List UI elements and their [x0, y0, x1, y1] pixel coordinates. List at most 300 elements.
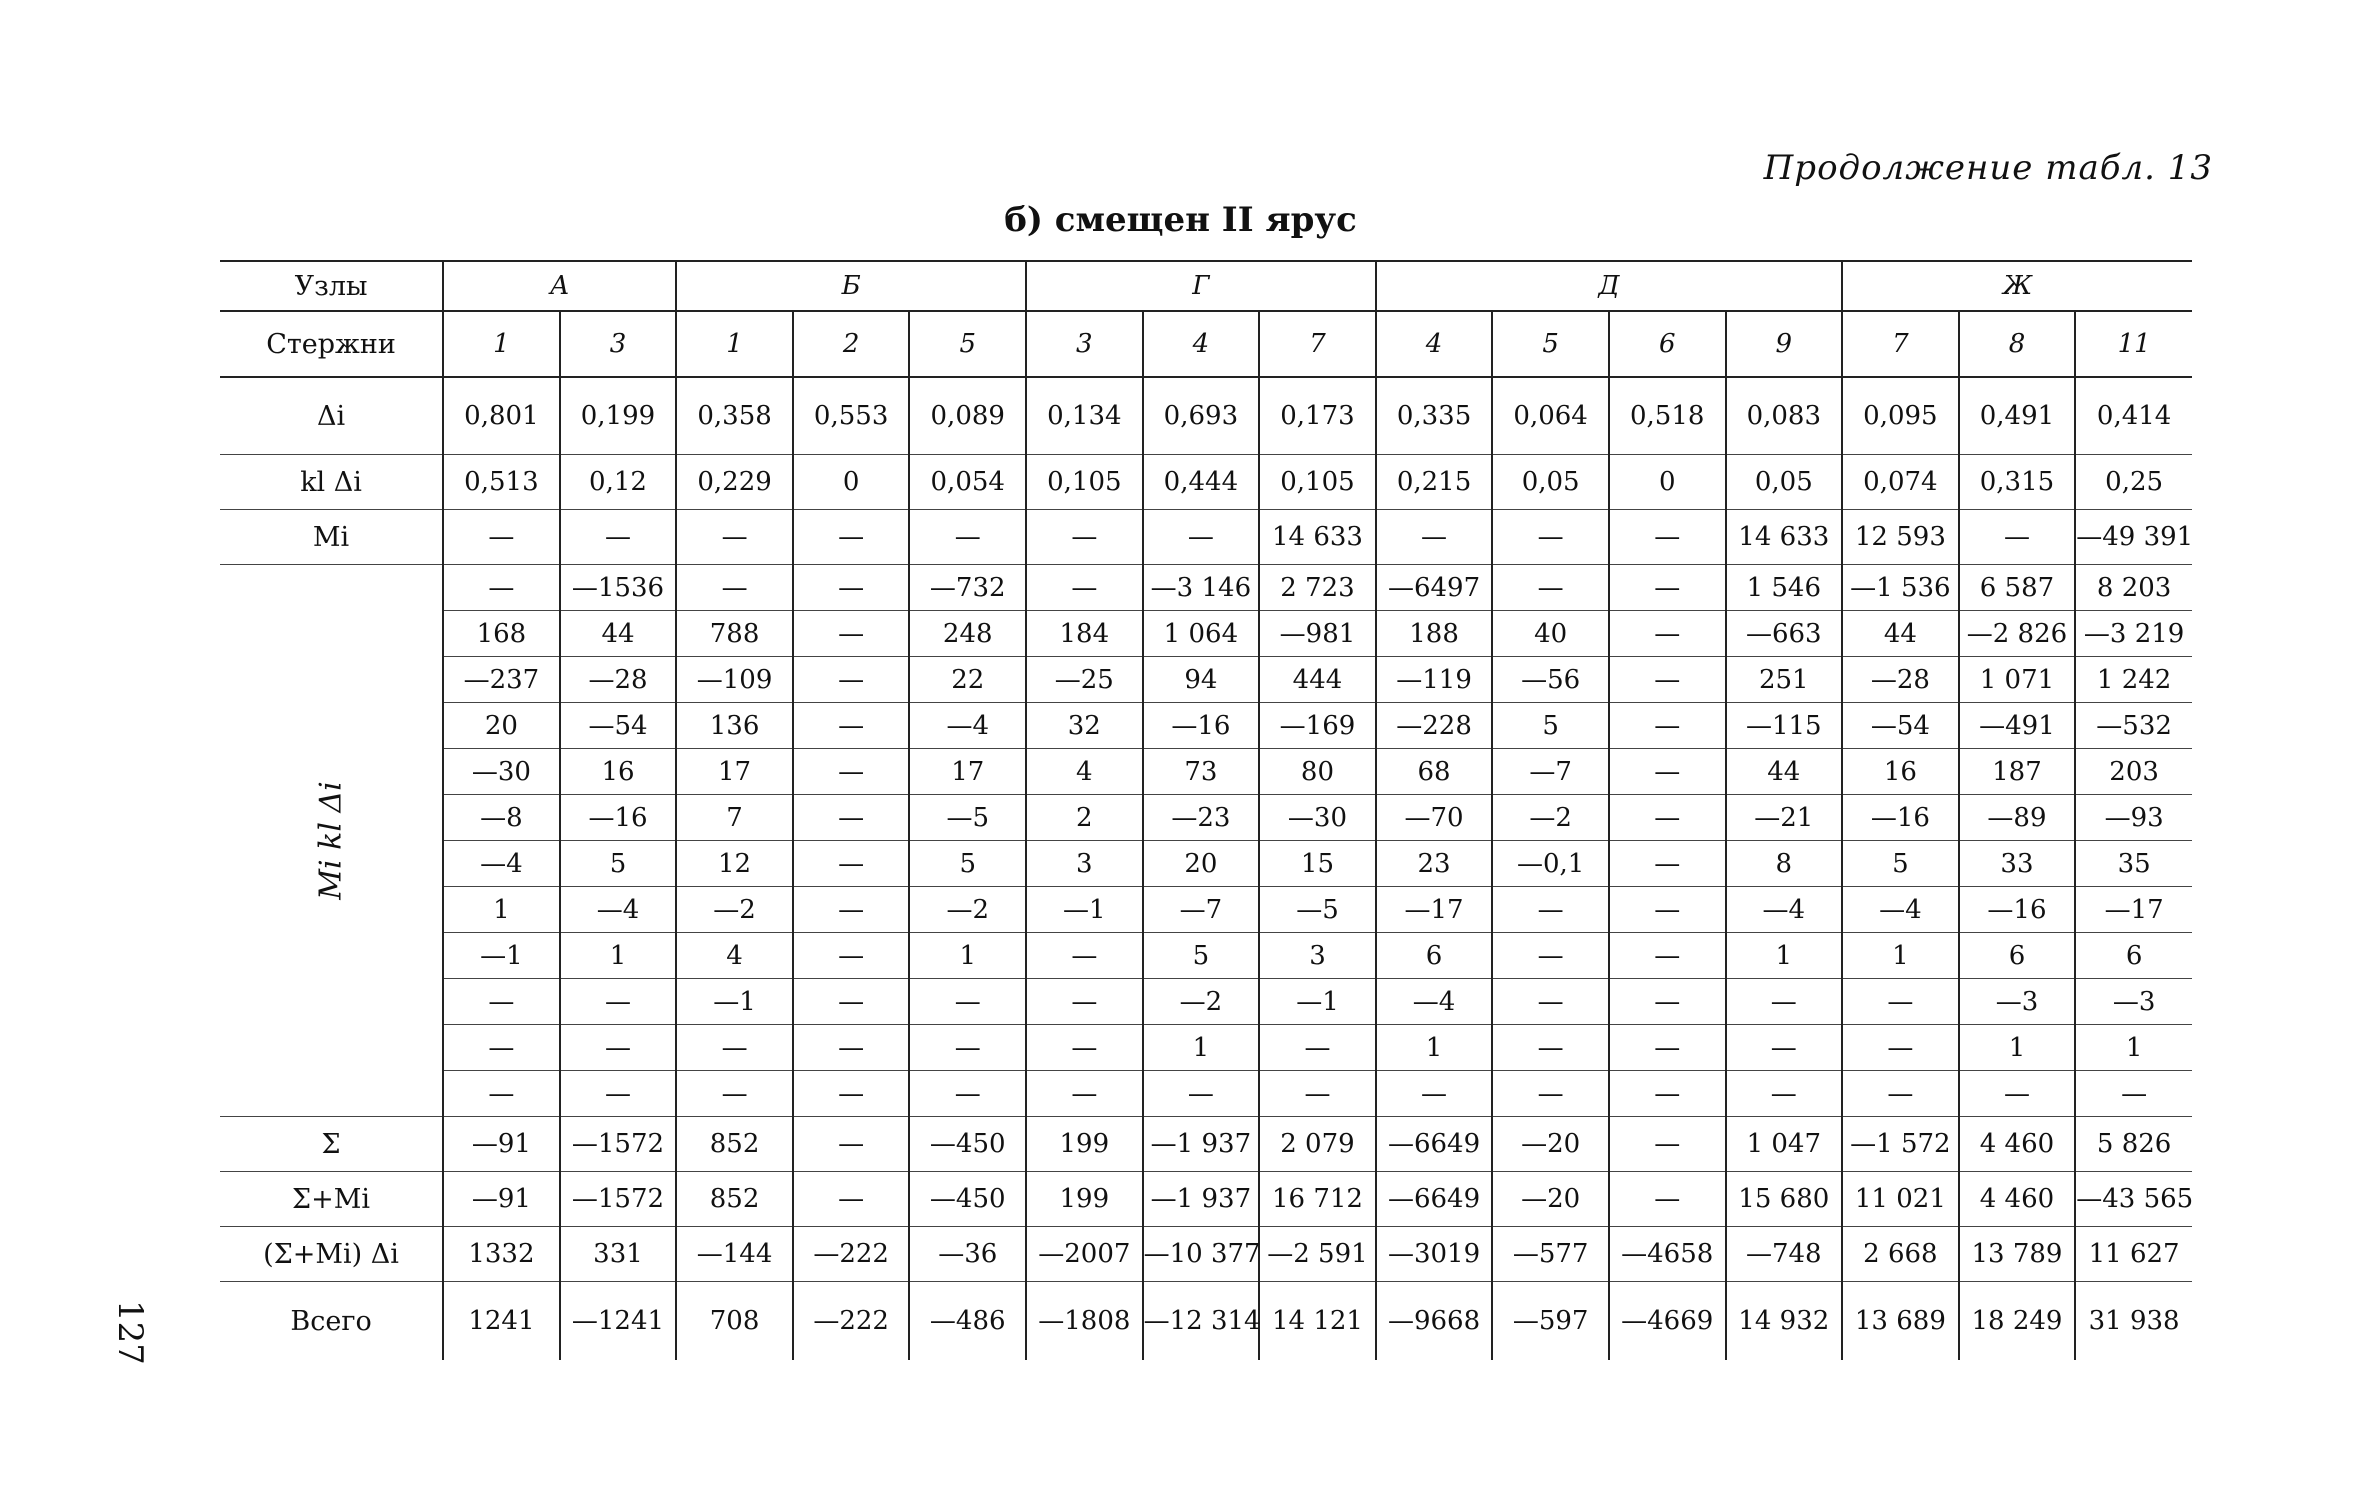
nodes-label: Узлы: [220, 261, 443, 311]
mkd-cell: 251: [1726, 657, 1843, 703]
mkd-cell: —663: [1726, 611, 1843, 657]
total-row-cell: 14 121: [1259, 1282, 1376, 1361]
m-row-cell: —: [1026, 510, 1143, 565]
total-row-cell: —222: [793, 1282, 910, 1361]
k-delta-row-cell: 0,105: [1259, 455, 1376, 510]
mkd-cell: —: [2075, 1071, 2192, 1117]
delta-row-cell: 0,064: [1492, 377, 1609, 455]
mkd-cell: —732: [909, 565, 1026, 611]
mkd-cell: —: [793, 657, 910, 703]
mkd-cell: 4: [1026, 749, 1143, 795]
mkd-cell: —: [1609, 933, 1726, 979]
delta-row-cell: 0,083: [1726, 377, 1843, 455]
total-row-cell: —1808: [1026, 1282, 1143, 1361]
mkd-cell: 32: [1026, 703, 1143, 749]
delta-row-cell: 0,801: [443, 377, 560, 455]
mkd-cell: —28: [560, 657, 677, 703]
sigma-m-delta-row-cell: —144: [676, 1227, 793, 1282]
mkd-row: [220, 749, 2192, 795]
mkd-cell: —3: [1959, 979, 2076, 1025]
mkd-cell: —16: [1143, 703, 1260, 749]
m-row-cell: —: [1492, 510, 1609, 565]
mkd-cell: —1: [1259, 979, 1376, 1025]
delta-row-cell: 0,134: [1026, 377, 1143, 455]
mkd-cell: —1: [676, 979, 793, 1025]
mkd-cell: —1: [1026, 887, 1143, 933]
mkd-cell: 4: [676, 933, 793, 979]
mkd-cell: —4: [1842, 887, 1959, 933]
sigma-row-cell: —1572: [560, 1117, 677, 1172]
mkd-cell: 5: [1492, 703, 1609, 749]
mkd-cell: —: [1492, 565, 1609, 611]
mkd-cell: —4: [1726, 887, 1843, 933]
mkd-cell: —: [676, 565, 793, 611]
mkd-cell: —30: [443, 749, 560, 795]
page-number: 127: [110, 1300, 150, 1365]
mkd-cell: 17: [676, 749, 793, 795]
mkd-cell: 1: [1726, 933, 1843, 979]
mkd-cell: 248: [909, 611, 1026, 657]
delta-row-cell: 0,358: [676, 377, 793, 455]
mkd-cell: —2: [909, 887, 1026, 933]
mkd-cell: 1: [1376, 1025, 1493, 1071]
mkd-cell: 23: [1376, 841, 1493, 887]
k-delta-row-cell: 0,315: [1959, 455, 2076, 510]
mkd-cell: —28: [1842, 657, 1959, 703]
mkd-cell: 788: [676, 611, 793, 657]
total-row-cell: 14 932: [1726, 1282, 1843, 1361]
mkd-cell: —17: [1376, 887, 1493, 933]
delta-row-cell: 0,173: [1259, 377, 1376, 455]
total-row-cell: —597: [1492, 1282, 1609, 1361]
mkd-cell: 44: [560, 611, 677, 657]
mkd-cell: —3 146: [1143, 565, 1260, 611]
mkd-cell: —25: [1026, 657, 1143, 703]
mkd-cell: —: [1026, 1025, 1143, 1071]
mkd-cell: —: [1259, 1025, 1376, 1071]
mkd-cell: —: [443, 565, 560, 611]
mkd-row: [220, 1071, 2192, 1117]
mkd-cell: 444: [1259, 657, 1376, 703]
node-header: Б: [676, 261, 1026, 311]
k-delta-row: [220, 455, 2192, 510]
mkd-cell: —93: [2075, 795, 2192, 841]
sigma-row-cell: —450: [909, 1117, 1026, 1172]
total-row-cell: —4669: [1609, 1282, 1726, 1361]
mkd-row: [220, 887, 2192, 933]
mkd-cell: 6: [1376, 933, 1493, 979]
mkd-cell: —21: [1726, 795, 1843, 841]
m-row-cell: 12 593: [1842, 510, 1959, 565]
mkd-cell: —70: [1376, 795, 1493, 841]
rods-label: Стержни: [220, 311, 443, 377]
mkd-cell: —89: [1959, 795, 2076, 841]
mkd-cell: 6: [1959, 933, 2076, 979]
table-caption: Продолжение табл. 13: [1763, 148, 2213, 188]
mkd-cell: 2: [1026, 795, 1143, 841]
total-row-cell: —9668: [1376, 1282, 1493, 1361]
mkd-cell: —: [560, 979, 677, 1025]
mkd-cell: 1 242: [2075, 657, 2192, 703]
mkd-cell: —: [793, 611, 910, 657]
mkd-cell: —: [1026, 979, 1143, 1025]
mkd-cell: 35: [2075, 841, 2192, 887]
sigma-row-cell: 4 460: [1959, 1117, 2076, 1172]
m-row-cell: —: [676, 510, 793, 565]
mkd-cell: —: [793, 841, 910, 887]
mkd-cell: —: [1726, 1071, 1843, 1117]
sigma-m-row-cell: —: [793, 1172, 910, 1227]
mkd-cell: 136: [676, 703, 793, 749]
total-row-cell: —12 314: [1143, 1282, 1260, 1361]
rod-header: 5: [909, 311, 1026, 377]
mkd-cell: 8: [1726, 841, 1843, 887]
sigma-m-row-cell: 852: [676, 1172, 793, 1227]
mkd-cell: —: [1492, 933, 1609, 979]
total-row-cell: 31 938: [2075, 1282, 2192, 1361]
mkd-cell: —: [909, 979, 1026, 1025]
mkd-cell: —: [1609, 565, 1726, 611]
mkd-cell: —2: [1492, 795, 1609, 841]
k-delta-row-cell: 0,05: [1726, 455, 1843, 510]
k-delta-row-cell: 0,074: [1842, 455, 1959, 510]
mkd-cell: —: [1609, 1025, 1726, 1071]
node-header: Д: [1376, 261, 1842, 311]
sigma-row-cell: 199: [1026, 1117, 1143, 1172]
sigma-m-row-label: Σ+Mi: [220, 1172, 443, 1227]
header-nodes-row: [220, 261, 2192, 311]
m-row: [220, 510, 2192, 565]
rod-header: 3: [1026, 311, 1143, 377]
sigma-m-delta-row-cell: —2007: [1026, 1227, 1143, 1282]
mkd-cell: 80: [1259, 749, 1376, 795]
rod-header: 3: [560, 311, 677, 377]
mkd-cell: —: [1492, 887, 1609, 933]
mkd-cell: 7: [676, 795, 793, 841]
mkd-row: [220, 795, 2192, 841]
mkd-cell: —: [1609, 887, 1726, 933]
mkd-cell: —: [1842, 979, 1959, 1025]
mkd-cell: —4: [560, 887, 677, 933]
mkd-cell: 1: [1842, 933, 1959, 979]
mkd-cell: —: [793, 565, 910, 611]
sigma-row-cell: —91: [443, 1117, 560, 1172]
mkd-cell: —: [1726, 1025, 1843, 1071]
mkd-cell: —: [909, 1071, 1026, 1117]
sigma-m-row-cell: —1 937: [1143, 1172, 1260, 1227]
total-row-cell: 13 689: [1842, 1282, 1959, 1361]
mkd-cell: —5: [909, 795, 1026, 841]
node-header: Г: [1026, 261, 1376, 311]
mkd-cell: —115: [1726, 703, 1843, 749]
sigma-m-delta-row: [220, 1227, 2192, 1282]
rod-header: 7: [1259, 311, 1376, 377]
mkd-cell: 168: [443, 611, 560, 657]
sigma-row-label: Σ: [220, 1117, 443, 1172]
sigma-m-row-cell: 15 680: [1726, 1172, 1843, 1227]
sigma-m-delta-row-cell: —2 591: [1259, 1227, 1376, 1282]
sigma-m-row-cell: —: [1609, 1172, 1726, 1227]
delta-row-cell: 0,518: [1609, 377, 1726, 455]
header-rods-row: [220, 311, 2192, 377]
mkd-cell: —4: [1376, 979, 1493, 1025]
delta-row-cell: 0,335: [1376, 377, 1493, 455]
mkd-cell: —: [443, 1071, 560, 1117]
mkd-row: [220, 1025, 2192, 1071]
delta-row-label: Δi: [220, 377, 443, 455]
delta-row-cell: 0,693: [1143, 377, 1260, 455]
mkd-cell: —: [560, 1071, 677, 1117]
sigma-row-cell: —: [793, 1117, 910, 1172]
rod-header: 6: [1609, 311, 1726, 377]
mkd-cell: —: [1609, 657, 1726, 703]
mkd-cell: —8: [443, 795, 560, 841]
mkd-cell: 40: [1492, 611, 1609, 657]
k-delta-row-cell: 0,054: [909, 455, 1026, 510]
sigma-m-row-cell: —91: [443, 1172, 560, 1227]
mkd-cell: —: [1609, 611, 1726, 657]
mkd-cell: —: [1376, 1071, 1493, 1117]
mkd-cell: 5: [560, 841, 677, 887]
mkd-cell: —: [1609, 979, 1726, 1025]
rod-header: 5: [1492, 311, 1609, 377]
mkd-cell: 5: [1143, 933, 1260, 979]
mkd-cell: —237: [443, 657, 560, 703]
sigma-m-delta-row-label: (Σ+Mi) Δi: [220, 1227, 443, 1282]
mkd-cell: —: [1726, 979, 1843, 1025]
rod-header: 2: [793, 311, 910, 377]
mkd-label: [220, 565, 443, 1117]
total-row-label: Всего: [290, 1305, 372, 1337]
mkd-cell: —7: [1492, 749, 1609, 795]
sigma-row: [220, 1117, 2192, 1172]
total-row-cell: —1241: [560, 1282, 677, 1361]
mkd-cell: —491: [1959, 703, 2076, 749]
mkd-cell: —: [793, 703, 910, 749]
rod-header: 1: [443, 311, 560, 377]
mkd-cell: 6: [2075, 933, 2192, 979]
sigma-m-delta-row-cell: —222: [793, 1227, 910, 1282]
mkd-cell: —16: [1959, 887, 2076, 933]
mkd-cell: —: [676, 1071, 793, 1117]
rod-header: 9: [1726, 311, 1843, 377]
mkd-cell: —3: [2075, 979, 2192, 1025]
mkd-cell: —5: [1259, 887, 1376, 933]
rod-header: 8: [1959, 311, 2076, 377]
node-header: А: [443, 261, 676, 311]
sigma-m-delta-row-cell: —10 377: [1143, 1227, 1260, 1282]
k-delta-row-cell: 0,215: [1376, 455, 1493, 510]
m-row-cell: —: [1609, 510, 1726, 565]
moment-distribution-table: [220, 260, 2192, 1360]
rod-header: 11: [2075, 311, 2192, 377]
total-row-cell: 1241: [443, 1282, 560, 1361]
mkd-cell: —16: [560, 795, 677, 841]
mkd-cell: —7: [1143, 887, 1260, 933]
sigma-row-cell: 1 047: [1726, 1117, 1843, 1172]
mkd-cell: 68: [1376, 749, 1493, 795]
sigma-m-row-cell: —20: [1492, 1172, 1609, 1227]
delta-row-cell: 0,089: [909, 377, 1026, 455]
mkd-cell: —1: [443, 933, 560, 979]
rod-header: 4: [1143, 311, 1260, 377]
mkd-cell: —23: [1143, 795, 1260, 841]
mkd-cell: —3 219: [2075, 611, 2192, 657]
mkd-cell: —: [793, 795, 910, 841]
mkd-cell: 20: [1143, 841, 1260, 887]
mkd-cell: —2: [676, 887, 793, 933]
mkd-cell: —: [1609, 703, 1726, 749]
k-delta-row-cell: 0: [1609, 455, 1726, 510]
mkd-cell: 1: [1143, 1025, 1260, 1071]
mkd-cell: —2: [1143, 979, 1260, 1025]
mkd-cell: —: [1609, 749, 1726, 795]
sigma-m-delta-row-cell: 2 668: [1842, 1227, 1959, 1282]
mkd-cell: —532: [2075, 703, 2192, 749]
m-row-cell: —49 391: [2075, 510, 2192, 565]
delta-row-cell: 0,095: [1842, 377, 1959, 455]
mkd-cell: 15: [1259, 841, 1376, 887]
mkd-cell: 3: [1259, 933, 1376, 979]
m-row-cell: —: [560, 510, 677, 565]
sigma-m-delta-row-cell: 11 627: [2075, 1227, 2192, 1282]
mkd-cell: 17: [909, 749, 1026, 795]
k-delta-row-cell: 0,12: [560, 455, 677, 510]
mkd-cell: 1 064: [1143, 611, 1260, 657]
sigma-row-cell: —1 937: [1143, 1117, 1260, 1172]
mkd-cell: —: [1959, 1071, 2076, 1117]
mkd-cell: —: [793, 1025, 910, 1071]
mkd-cell: —2 826: [1959, 611, 2076, 657]
sigma-row-cell: 2 079: [1259, 1117, 1376, 1172]
delta-row-cell: 0,199: [560, 377, 677, 455]
m-row-cell: —: [793, 510, 910, 565]
mkd-cell: —54: [1842, 703, 1959, 749]
mkd-cell: —: [793, 933, 910, 979]
k-delta-row-cell: 0,105: [1026, 455, 1143, 510]
mkd-cell: —1536: [560, 565, 677, 611]
mkd-cell: —: [1026, 1071, 1143, 1117]
mkd-cell: 16: [560, 749, 677, 795]
mkd-cell: 5: [1842, 841, 1959, 887]
m-row-label: Mi: [220, 510, 443, 565]
sigma-row-cell: 852: [676, 1117, 793, 1172]
sigma-row-cell: —6649: [1376, 1117, 1493, 1172]
k-delta-row-cell: 0,513: [443, 455, 560, 510]
mkd-cell: —: [793, 979, 910, 1025]
mkd-cell: —119: [1376, 657, 1493, 703]
sigma-m-delta-row-cell: 331: [560, 1227, 677, 1282]
node-header: Ж: [1842, 261, 2192, 311]
delta-row: [220, 377, 2192, 455]
mkd-row: [220, 703, 2192, 749]
mkd-cell: 1: [560, 933, 677, 979]
mkd-cell: —: [793, 1071, 910, 1117]
sigma-m-row-cell: 11 021: [1842, 1172, 1959, 1227]
mkd-cell: —1 536: [1842, 565, 1959, 611]
m-row-cell: —: [909, 510, 1026, 565]
mkd-cell: —: [793, 887, 910, 933]
mkd-cell: —17: [2075, 887, 2192, 933]
sigma-m-delta-row-cell: 1332: [443, 1227, 560, 1282]
mkd-row: [220, 611, 2192, 657]
mkd-cell: —228: [1376, 703, 1493, 749]
mkd-cell: 12: [676, 841, 793, 887]
mkd-cell: 6 587: [1959, 565, 2076, 611]
mkd-cell: —: [1842, 1025, 1959, 1071]
total-row: [220, 1282, 2192, 1361]
sigma-m-delta-row-cell: —3019: [1376, 1227, 1493, 1282]
mkd-cell: —0,1: [1492, 841, 1609, 887]
sigma-m-delta-row-cell: —4658: [1609, 1227, 1726, 1282]
mkd-cell: —: [1609, 841, 1726, 887]
mkd-cell: 33: [1959, 841, 2076, 887]
k-delta-row-label: kl Δi: [220, 455, 443, 510]
mkd-cell: 188: [1376, 611, 1493, 657]
sigma-m-row-cell: 4 460: [1959, 1172, 2076, 1227]
mkd-cell: 3: [1026, 841, 1143, 887]
m-row-cell: —: [1959, 510, 2076, 565]
m-row-cell: —: [443, 510, 560, 565]
mkd-cell: —: [676, 1025, 793, 1071]
m-row-cell: —: [1376, 510, 1493, 565]
mkd-cell: —: [1259, 1071, 1376, 1117]
sigma-m-delta-row-cell: —36: [909, 1227, 1026, 1282]
mkd-cell: —: [1492, 1071, 1609, 1117]
mkd-cell: —169: [1259, 703, 1376, 749]
sigma-m-row-cell: —6649: [1376, 1172, 1493, 1227]
mkd-cell: 1 071: [1959, 657, 2076, 703]
total-row-cell: —486: [909, 1282, 1026, 1361]
mkd-cell: 22: [909, 657, 1026, 703]
mkd-label-text: Mi kl Δi: [313, 781, 349, 900]
sigma-row-cell: 5 826: [2075, 1117, 2192, 1172]
m-row-cell: 14 633: [1726, 510, 1843, 565]
k-delta-row-cell: 0,25: [2075, 455, 2192, 510]
mkd-cell: 5: [909, 841, 1026, 887]
mkd-cell: —: [1143, 1071, 1260, 1117]
mkd-cell: 203: [2075, 749, 2192, 795]
mkd-cell: —: [443, 979, 560, 1025]
mkd-cell: 44: [1842, 611, 1959, 657]
sigma-m-row-cell: —43 565: [2075, 1172, 2192, 1227]
mkd-row: [220, 933, 2192, 979]
mkd-cell: —30: [1259, 795, 1376, 841]
mkd-cell: —: [1842, 1071, 1959, 1117]
m-row-cell: 14 633: [1259, 510, 1376, 565]
mkd-cell: —16: [1842, 795, 1959, 841]
mkd-cell: —: [909, 1025, 1026, 1071]
delta-row-cell: 0,414: [2075, 377, 2192, 455]
k-delta-row-cell: 0,05: [1492, 455, 1609, 510]
rod-header: 4: [1376, 311, 1493, 377]
mkd-cell: —54: [560, 703, 677, 749]
mkd-cell: —: [1492, 1025, 1609, 1071]
total-row-cell: 708: [676, 1282, 793, 1361]
mkd-cell: 94: [1143, 657, 1260, 703]
k-delta-row-cell: 0,229: [676, 455, 793, 510]
sigma-m-row-cell: 199: [1026, 1172, 1143, 1227]
sigma-row-cell: —: [1609, 1117, 1726, 1172]
mkd-cell: 44: [1726, 749, 1843, 795]
total-row-cell: 18 249: [1959, 1282, 2076, 1361]
mkd-cell: —: [1026, 933, 1143, 979]
sigma-m-row-cell: 16 712: [1259, 1172, 1376, 1227]
mkd-cell: —4: [443, 841, 560, 887]
mkd-cell: —6497: [1376, 565, 1493, 611]
sigma-row-cell: —1 572: [1842, 1117, 1959, 1172]
mkd-cell: —109: [676, 657, 793, 703]
